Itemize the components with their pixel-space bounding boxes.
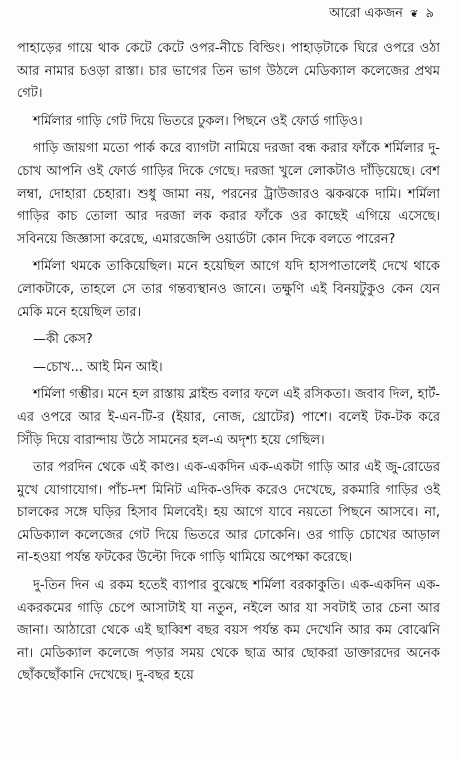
paragraph: গাড়ি জায়গা মতো পার্ক করে ব্যাগটা নামিয়ে দরজা বন্ধ করার ফাঁকে শর্মিলার দু-চোখ আপনি ওই ফোর্ড গাড়ির দিকে গেছে। দরজা খুলে লোকটাও দাঁড়িয়েছে। বেশ লম্বা, দোহারা চেহারা। শুধু জামা নয়, পরনের ট্রাউজারও ঝকঝকে দামি। শর্মিলা গাড়ির কাচ তোলা আর দরজা লক করার ফাঁকে ওর কাছেই এগিয়ে এসেছে। সবিনয়ে জিজ্ঞাসা করেছে, এমারজেন্সি ওয়ার্ডটা কোন দিকে বলতে পারেন? — [17, 141, 440, 247]
paragraph: দু-তিন দিন এ রকম হতেই ব্যাপার বুঝেছে শর্মিলা বরকাকুতি। এক-একদিন এক-একরকমের গাড়ি চেপে আসাটাই যা নতুন, নইলে আর যা সবটাই তার চেনা আর জানা। আঠারো থেকে এই ছাব্বিশ বছর বয়স পর্যন্ত কম দেখেনি আর কম বোঝেনি না। মেডিক্যাল কলেজে পড়ার সময় থেকে ছাত্র আর ছোকরা ডাক্তারদের অনেক ছোঁকছোঁকানি দেখেছে। দু-বছর হয়ে — [17, 578, 440, 684]
body-text — [17, 38, 440, 693]
paragraph: শর্মিলার গাড়ি গেট দিয়ে ভিতরে ঢুকল। পিছনে ওই ফোর্ড গাড়িও। — [33, 113, 363, 129]
dialogue-line: —চোখ... আই মিন আই। — [33, 359, 163, 375]
book-title: আরো একজন — [329, 6, 403, 21]
paragraph: পাহাড়ের গায়ে থাক কেটে কেটে ওপর-নীচে বিল্ডিং। পাহাড়টাকে ঘিরে ওপরে ওঠা আর নামার চওড়া রাস্তা। চার ভাগের তিন ভাগ উঠলে মেডিক্যাল কলেজের প্রথম গেট। — [17, 41, 440, 102]
paragraph: শর্মিলা গম্ভীর। মনে হল রাস্তায় ব্লাইন্ড বলার ফলে এই রসিকতা। জবাব দিল, হার্ট-এর ওপরে আর ই-এন-টি-র (ইয়ার, নোজ, থ্রোটের) পাশে। বলেই টক-টক করে সিঁড়ি দিয়ে বারান্দায় উঠে সামনের হল-এ অদৃশ্য হয়ে গেছিল। — [17, 387, 440, 448]
ornament-icon: ❦ — [410, 9, 419, 20]
paragraph: তার পরদিন থেকে এই কাণ্ড। এক-একদিন এক-একটা গাড়ি আর এই জু-রোডের মুখে যোগাযোগ। পাঁচ-দশ মিনিট এদিক-ওদিক করেও দেখেছে, রকমারি গাড়ির ওই চালকের সঙ্গে ঘড়ির হিসাব মিলবেই। হয় আগে যাবে নয়তো পিছনে আসবে। না, মেডিক্যাল কলেজের গেট দিয়ে ভিতরে আর ঢোকেনি। ওর গাড়ি চোখের আড়াল না-হওয়া পর্যন্ত ফটকের উল্টো দিকে গাড়ি থামিয়ে অপেক্ষা করেছে। — [17, 460, 440, 566]
running-head — [329, 6, 434, 23]
paragraph: শর্মিলা থমকে তাকিয়েছিল। মনে হয়েছিল আগে যদি হাসপাতালেই দেখে থাকে লোকটাকে, তাহলে সে তার গন্তব্যস্থানও জানে। তক্ষুণি এই বিনয়টুকুও কেন যেন মেকি মনে হয়েছিল তার। — [17, 259, 440, 320]
dialogue-line: —কী কেস? — [33, 332, 93, 348]
page-number: ৯ — [425, 6, 434, 21]
